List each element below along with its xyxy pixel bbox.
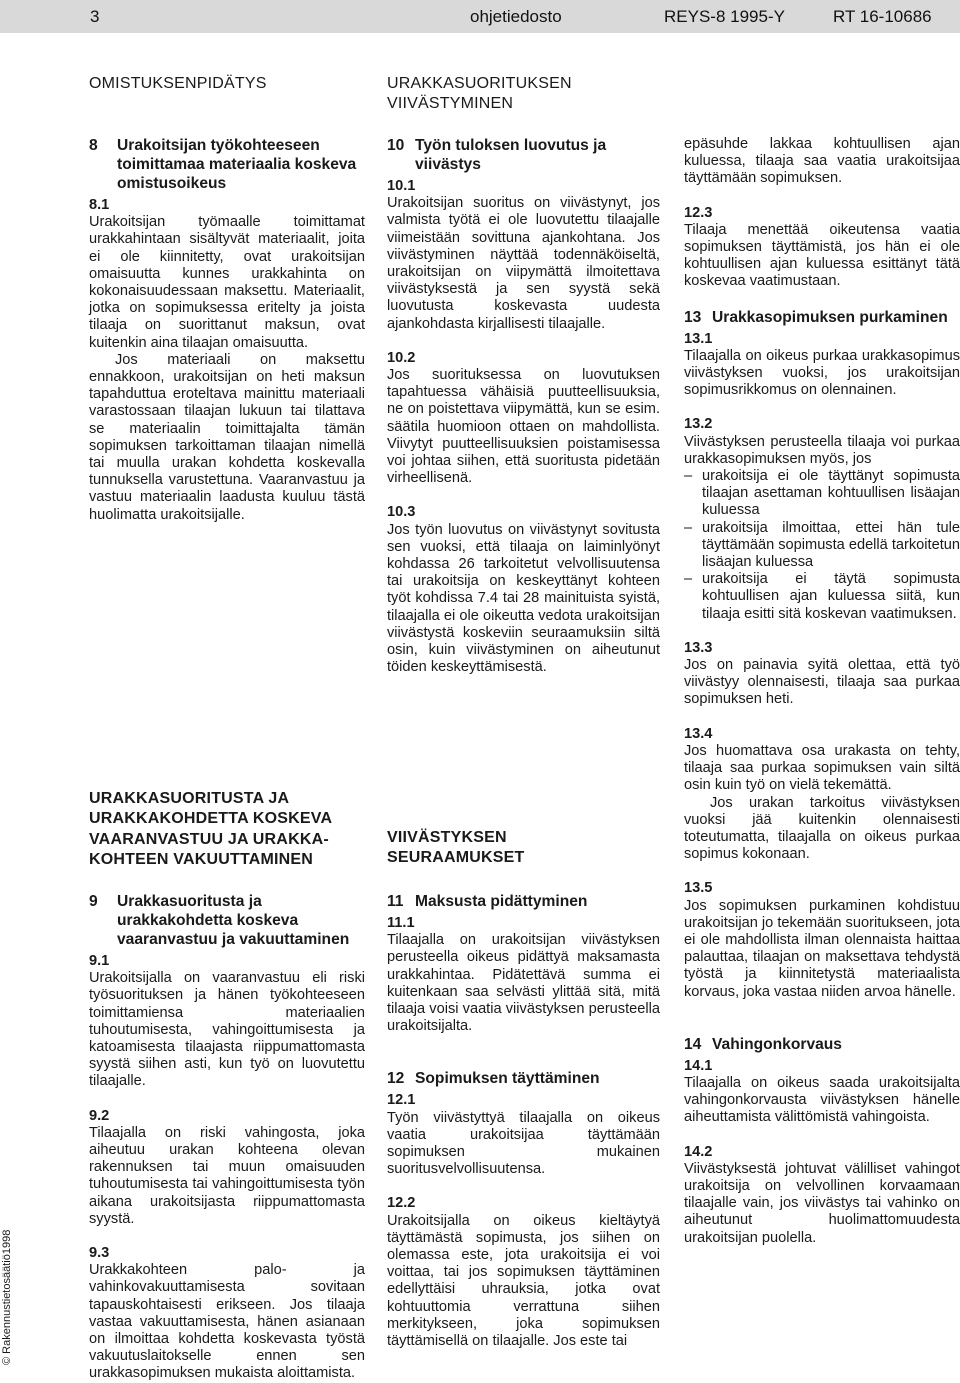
section-title: Sopimuksen täyttäminen: [415, 1070, 600, 1088]
page-header: [0, 0, 960, 33]
rt-number: RT 16-10686: [833, 7, 932, 26]
copyright-sidebar: © Rakennustietosäätiö1998: [1, 1229, 13, 1365]
section-12-heading: [387, 1069, 660, 1088]
section-number: 8: [89, 137, 98, 154]
clause-text: Tilaajalla on riski vahingosta, joka aiheutuu urakan kohteena olevan rakennuksen tai muun omaisuuden tuhoutumisesta tai vahingoittumisesta työn aikana urakoitsijasta riippumattomasta syystä.: [89, 1124, 365, 1227]
clause-number: 13.2: [684, 416, 713, 433]
clause-number: 9.3: [89, 1245, 110, 1262]
section-heading-seuraamukset: VIIVÄSTYKSEN SEURAAMUKSET: [387, 829, 525, 867]
section-13-heading: [684, 308, 960, 327]
section-title: Urakoitsijan työkohteeseen toimittamaa materiaalia koskeva omistusoikeus: [117, 137, 357, 192]
section-heading-vaaranvastuu: URAKKASUORITUSTA JA URAKKAKOHDETTA KOSKEVA VAARANVASTUU JA URAKKA-KOHTEEN VAKUUTTAMINEN: [89, 790, 332, 869]
list-item: – urakoitsija ilmoittaa, ettei hän tule täyttämään sopimusta edellä tarkoitetun lisäajan kuluessa: [684, 519, 960, 571]
clause-number: 12.1: [387, 1092, 416, 1109]
section-title: Urakkasuoritusta ja urakkakohdetta koskeva vaaranvastuu ja vakuuttaminen: [117, 893, 350, 948]
continued-text: epäsuhde lakkaa kohtuullisen ajan kuluessa, tilaaja saa vaatia urakoitsijaa täyttämään sopimuksen.: [684, 136, 960, 187]
section-title: Vahingonkorvaus: [712, 1035, 842, 1053]
section-title: Työn tuloksen luovutus ja viivästys: [415, 137, 607, 173]
clause-number: 12.3: [684, 204, 713, 221]
document-type: ohjetiedosto: [470, 7, 562, 26]
clause-number: 11.1: [387, 915, 415, 931]
clause-text: Urakkakohteen palo- ja vahinkovakuuttamisesta sovitaan tapauskohtaisesti erikseen. Jos tilaaja vastaa vakuuttamisesta, hänen asianaan on ilmoittaa kohdetta koskevasta työstä vakuutuslaitokselle ennen sen urakkasopimuksen mukaista aloittamista.: [89, 1262, 365, 1382]
section-number: 13: [684, 308, 702, 326]
column-2: [387, 136, 660, 676]
clause-text: Jos sopimuksen purkaminen kohdistuu urakoitsijan jo tekemään suoritukseen, jota ei ole mahdollista ilman olennaista haittaa palauttaa, tilaajan on maksettava tehdystä työstä ja kiinnitetystä materiaalista korvaus, joka vastaa niiden arvoa hänelle.: [684, 897, 960, 1000]
clause-text: Jos työn luovutus on viivästynyt sovitusta sen vuoksi, että tilaaja on laiminlyönyt kohdassa 26 tarkoitetut velvollisuutensa tai urakoitsija on keskeyttänyt kohteen työt kohdissa 7.4 tai 28 mainituista syistä, tilaajalla ei ole oikeutta vedota urakoitsijan viivästystä koskeviin seuraamuksiin siltä osin, kuin viivästyminen on aiheutunut töiden keskeyttämisestä.: [387, 521, 660, 676]
clause-number: 13.4: [684, 725, 713, 742]
section-9-heading: [89, 892, 365, 949]
section-14-heading: [684, 1035, 960, 1054]
clause-text: Viivästyksestä johtuvat välilliset vahingot urakoitsija on velvollinen korvaamaan tilaajalle vain, jos viivästys tai vahinko on aiheutunut huolimattomuudesta urakoitsijan puolella.: [684, 1160, 960, 1246]
clause-text: Urakoitsijalla on vaaranvastuu eli riski työsuorituksen ja hänen työkohteeseen toimittamiensa materiaalien tuhoutumisesta, vahingoittumisesta ja katoamisesta tilaajasta riippumattomasta syystä siihen asti, kun työ on luovutettu tilaajalle.: [89, 970, 365, 1090]
list-item: – urakoitsija ei ole täyttänyt sopimusta tilaajan asettaman kohtuullisen lisäajan kuluessa: [684, 468, 960, 519]
condition-list: [684, 468, 960, 623]
clause-text: Jos materiaali on maksettu ennakkoon, urakoitsijan on heti maksun tapahduttua eroteltava mainittu materiaali varastossaan tilaajan lukuun tai tilattava se materiaalin toimittajalta tämän sopimuksen tarkoittaman tilaajan nimellä tai muulla urakan kohdetta koskevalla tunnuksella varustettuna. Vaaranvastuu ja vastuu materiaalin laadusta kuuluu tästä huolimatta urakoitsijalle.: [89, 351, 365, 523]
section-number: 14: [684, 1035, 702, 1053]
clause-number: 9.2: [89, 1107, 110, 1124]
clause-number: 8.1: [89, 197, 110, 213]
clause-text: Viivästyksen perusteella tilaaja voi purkaa urakkasopimuksen myös, jos: [684, 433, 960, 467]
section-number: 10: [387, 137, 405, 154]
clause-text: Urakoitsijalla on oikeus kieltäytyä täyttämästä sopimusta, jos siihen on olemassa este, jota urakoitsija ei voi voittaa, tai jos sopimuksen täyttäminen edellyttäisi uhrauksia, jotka ovat kohtuuttomia verrattuna siihen merkitykseen, joka sopimuksen täyttämisellä on tilaajalle. Jos este tai: [387, 1212, 660, 1350]
clause-number: 9.1: [89, 953, 110, 969]
list-item: – urakoitsija ei täytä sopimusta kohtuullisen ajan kuluessa siitä, kun tilaaja esitti sitä koskevan vaatimuksen.: [684, 571, 960, 622]
section-title: Urakkasopimuksen purkaminen: [712, 308, 948, 326]
section-number: 9: [89, 893, 98, 910]
clause-number: 14.1: [684, 1057, 713, 1074]
clause-number: 12.2: [387, 1195, 416, 1212]
clause-text: Jos huomattava osa urakasta on tehty, tilaaja saa purkaa sopimuksen vain siltä osin kuin työ on vielä tekemättä.: [684, 742, 960, 794]
section-11-heading: [387, 892, 660, 911]
clause-text: Urakoitsijan suoritus on viivästynyt, jos valmista työtä ei ole luovutettu tilaajalle viimeistään sovittuna ajankohtana. Jos viivästyminen näyttää todennäköiseltä, urakoitsijan on viipymättä ilmoitettava viivästyksestä ja sen syystä sekä luovutusta koskevasta uudesta ajankohdasta kirjallisesti tilaajalle.: [387, 195, 660, 332]
column-1: [89, 136, 365, 524]
clause-number: 10.3: [387, 504, 416, 521]
clause-text: Tilaaja menettää oikeutensa vaatia sopimuksen täyttämistä, jos hän ei ole kohtuullisen ajan kuluessa esittänyt tätä koskevaa vaatimustaan.: [684, 221, 960, 290]
document-code: REYS-8 1995-Y: [664, 7, 785, 26]
section-10-heading: [387, 136, 660, 174]
section-8-heading: [89, 136, 365, 193]
section-title: Maksusta pidättyminen: [415, 893, 588, 910]
clause-text: Urakoitsijan työmaalle toimittamat urakkahintaan sisältyvät materiaalit, joita ei ole kiinnitetty, ovat urakoitsijan omaisuutta kunnes urakkahinta on kokonaisuudessaan maksettu. Materiaalit, jotka on sopimuksessa eritelty ja joista tilaaja on suorittanut maksun, ovat kuitenkin aina tilaajan omaisuutta.: [89, 214, 365, 351]
clause-number: 10.1: [387, 178, 416, 194]
clause-text: Työn viivästyttyä tilaajalla on oikeus vaatia urakoitsijaa täyttämään sopimuksen mukainen suoritusvelvollisuutensa.: [387, 1109, 660, 1178]
clause-text: Tilaajalla on oikeus saada urakoitsijalta vahingonkorvausta viivästyksen hänelle aiheuttamista välittömistä vahingoista.: [684, 1074, 960, 1126]
section-number: 12: [387, 1070, 405, 1088]
clause-number: 10.2: [387, 349, 416, 366]
clause-text: Tilaajalla on urakoitsijan viivästyksen perusteella oikeus pidättyä maksamasta urakkahintaa. Pidätettävä summa ei kuitenkaan saa selvästi ylittää sitä, mitä tilaaja voisi vaatia viivästyksen perusteella urakoitsijalta.: [387, 932, 660, 1035]
clause-text: Tilaajalla on oikeus purkaa urakkasopimus viivästyksen vuoksi, jos urakoitsijan sopimusrikkomus on olennainen.: [684, 347, 960, 399]
clause-number: 13.1: [684, 330, 713, 347]
section-heading-viivastyminen: URAKKASUORITUKSEN VIIVÄSTYMINEN: [387, 75, 572, 113]
section-heading-omistus: OMISTUKSENPIDÄTYS: [89, 75, 267, 92]
clause-number: 13.3: [684, 639, 713, 656]
clause-text: Jos urakan tarkoitus viivästyksen vuoksi jää kuitenkin olennaisesti toteutumatta, tilaajalla on oikeus purkaa sopimus kokonaan.: [684, 794, 960, 863]
column-3: [684, 136, 960, 1247]
column-1-lower: [89, 892, 365, 1383]
page-number: 3: [90, 7, 100, 26]
section-number: 11: [387, 893, 404, 910]
clause-number: 13.5: [684, 880, 713, 897]
clause-number: 14.2: [684, 1143, 713, 1160]
clause-text: Jos suorituksessa on luovutuksen tapahtuessa vähäisiä puutteellisuuksia, ne on poistettava viipymättä, kun se esim. säätila huomioon ottaen on mahdollista. Viivytyt puutteellisuuksien poistamisessa voi johtaa siihen, että suoritusta pidetään virheellisenä.: [387, 367, 660, 487]
clause-text: Jos on painavia syitä olettaa, että työ viivästyy olennaisesti, tilaaja saa purkaa sopimuksen heti.: [684, 657, 960, 708]
column-2-lower: [387, 892, 660, 1350]
